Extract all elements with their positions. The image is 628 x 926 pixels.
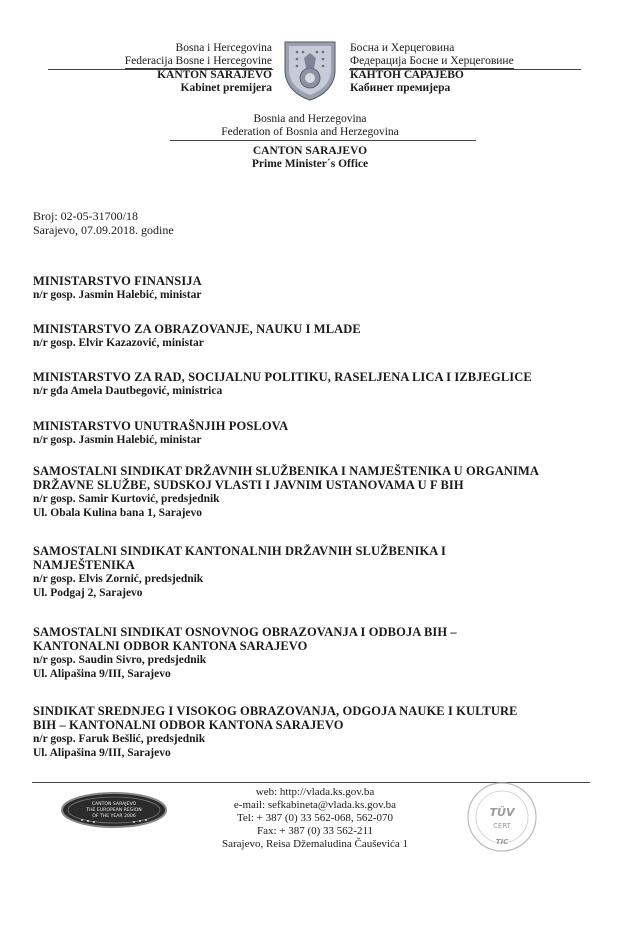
header-center-rule (170, 140, 476, 141)
footer-address: Sarajevo, Reisa Džemaludina Čauševića 1 (221, 838, 409, 850)
header-left-rule (48, 69, 273, 70)
header-left-country: Bosna i Hercegovina (175, 42, 272, 54)
footer-contact (170, 786, 460, 851)
addressee-name: SAMOSTALNI SINDIKAT KANTONALNIH DRŽAVNIH SLUŽBENIKA I (33, 544, 446, 558)
header-center-federation: Federation of Bosnia and Herzegovina (221, 126, 399, 138)
addressee-3 (33, 370, 603, 398)
addressee-name-cont: KANTONALNI ODBOR KANTONA SARAJEVO (33, 639, 308, 653)
addressee-detail: n/r gosp. Jasmin Halebić, ministar (33, 289, 202, 301)
addressee-detail: n/r gosp. Elvir Kazazović, ministar (33, 337, 204, 349)
footer-web: web: http://vlada.ks.gov.ba (255, 786, 375, 798)
addressee-detail: n/r gosp. Jasmin Halebić, ministar (33, 434, 202, 446)
header-left-federation: Federacija Bosne i Hercegovine (124, 55, 272, 67)
addressee-address: Ul. Obala Kulina bana 1, Sarajevo (33, 507, 203, 519)
header-right-rule (349, 69, 581, 70)
reference-block (33, 209, 174, 237)
header-center-canton: CANTON SARAJEVO (252, 145, 368, 157)
badge-left-line3: OF THE YEAR 2006 (92, 814, 136, 819)
addressee-name: SAMOSTALNI SINDIKAT DRŽAVNIH SLUŽBENIKA I NAMJEŠTENIKA U ORGANIMA (33, 464, 540, 478)
addressee-detail: n/r gosp. Elvis Zornić, predsjednik (33, 573, 204, 585)
coat-of-arms-icon (281, 40, 339, 102)
addressee-detail: n/r gosp. Samir Kurtović, predsjednik (33, 493, 220, 505)
addressee-name: MINISTARSTVO UNUTRAŠNJIH POSLOVA (33, 419, 289, 433)
addressee-detail: n/r gosp. Faruk Bešlić, predsjednik (33, 733, 206, 745)
header-right-office: Кабинет премијера (350, 82, 451, 94)
addressee-name-cont: BIH – KANTONALNI ODBOR KANTONA SARAJEVO (33, 718, 344, 732)
header-right-federation: Федерација Босне и Херцеговине (350, 55, 514, 67)
badge-right-cert: CERT (493, 822, 511, 830)
footer-tel: Tel: + 387 (0) 33 562-068, 562-070 (236, 812, 394, 824)
addressee-2 (33, 322, 603, 350)
addressee-name-cont: NAMJEŠTENIKA (33, 558, 135, 572)
header-left-office: Kabinet premijera (180, 82, 272, 94)
addressee-4 (33, 419, 603, 447)
footer-fax: Fax: + 387 (0) 33 562-211 (256, 825, 374, 837)
badge-left-line1: CANTON SARAJEVO (91, 802, 137, 807)
footer-email: e-mail: sefkabineta@vlada.ks.gov.ba (233, 799, 397, 811)
addressee-name: SINDIKAT SREDNJEG I VISOKOG OBRAZOVANJA, ODGOJA NAUKE I KULTURE (33, 704, 518, 718)
reference-place-date: Sarajevo, 07.09.2018. godine (33, 223, 174, 237)
addressee-8 (33, 704, 603, 760)
header-center-country: Bosnia and Herzegovina (253, 113, 367, 125)
header-left-canton: KANTON SARAJEVO (157, 69, 272, 81)
addressee-name: MINISTARSTVO ZA RAD, SOCIJALNU POLITIKU, RASELJENA LICA I IZBJEGLICE (33, 370, 532, 384)
addressee-name-cont: DRŽAVNE SLUŽBE, SUDSKOJ VLASTI I JAVNIM USTANOVAMA U F BIH (33, 478, 464, 492)
addressee-detail: n/r gosp. Saudin Sivro, predsjednik (33, 654, 207, 666)
header-right-country: Босна и Херцеговина (350, 42, 455, 54)
header-center-office: Prime Minister´s Office (251, 158, 369, 170)
addressee-6 (33, 544, 603, 600)
addressee-address: Ul. Alipašina 9/III, Sarajevo (33, 668, 171, 680)
addressee-name: MINISTARSTVO ZA OBRAZOVANJE, NAUKU I MLADE (33, 322, 361, 336)
addressee-name: MINISTARSTVO FINANSIJA (33, 274, 202, 288)
addressee-name: SAMOSTALNI SINDIKAT OSNOVNOG OBRAZOVANJA I ODBOJA BIH – (33, 625, 457, 639)
addressee-5 (33, 464, 603, 520)
badge-right-tuv: TÜV (489, 806, 515, 819)
european-region-badge-icon (60, 790, 168, 830)
addressee-detail: n/r gđa Amela Dautbegović, ministrica (33, 385, 223, 397)
addressee-address: Ul. Alipašina 9/III, Sarajevo (33, 747, 171, 759)
header-center-block (150, 113, 470, 171)
reference-number: Broj: 02-05-31700/18 (33, 209, 138, 223)
header-right-canton: КАНТОН САРАЈЕВО (350, 69, 464, 81)
addressee-7 (33, 625, 603, 681)
badge-left-line2: THE EUROPEAN REGION (86, 808, 142, 813)
addressee-1 (33, 274, 603, 302)
tuv-cert-badge-icon (465, 780, 539, 854)
addressee-address: Ul. Podgaj 2, Sarajevo (33, 587, 143, 599)
badge-right-tic: TIC (495, 838, 509, 846)
